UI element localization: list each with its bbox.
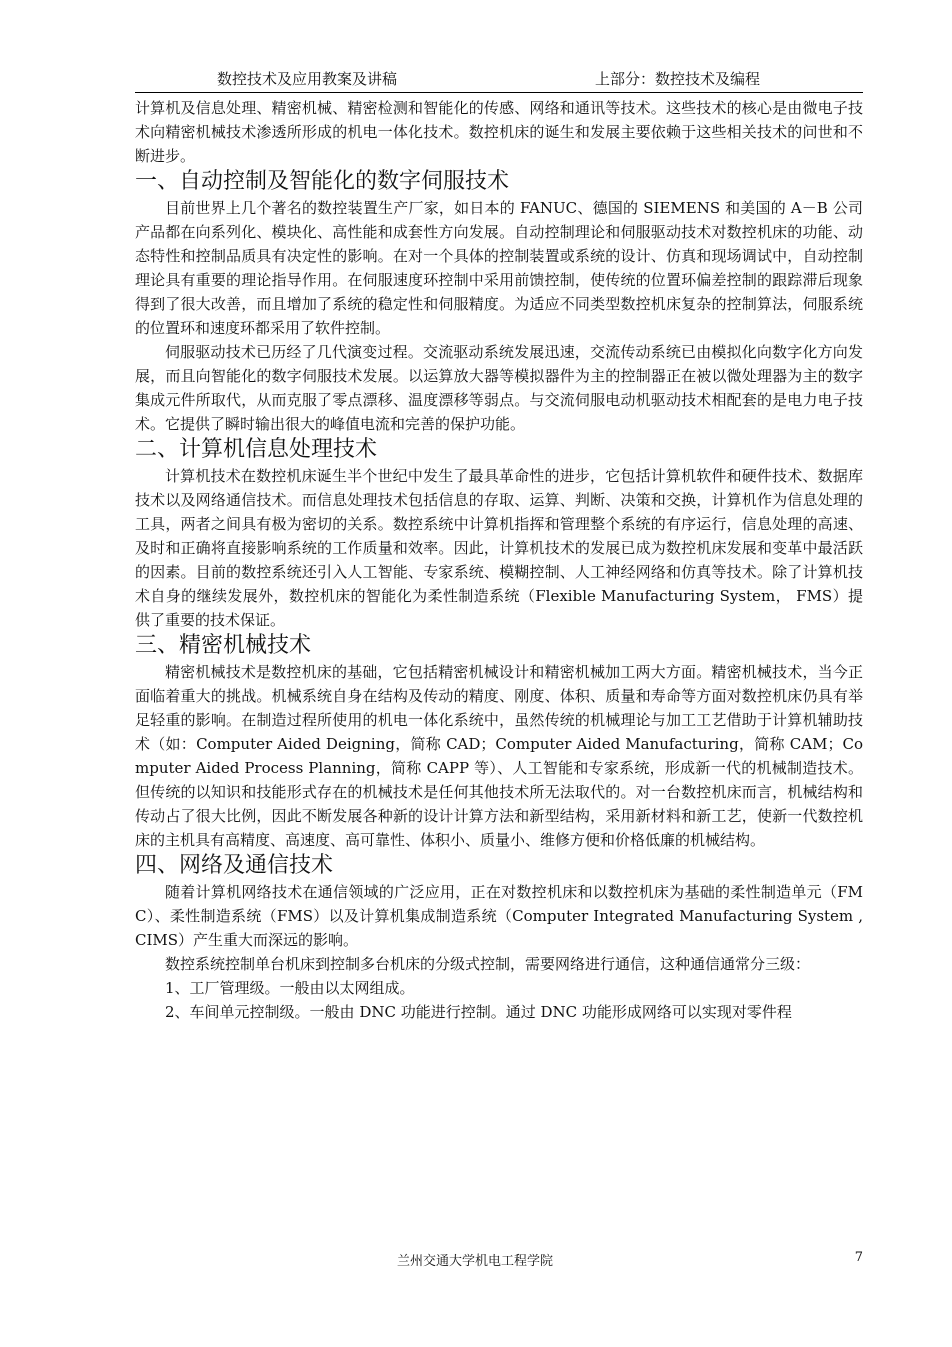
- paragraph: 目前世界上几个著名的数控装置生产厂家，如日本的 FANUC、德国的 SIEMENS 和美国的 A－B 公司产品都在向系列化、模块化、高性能和成套性方向发展。自动控制理论和伺服驱动技术对数控机床的功能、动态特性和控制品质具有决定性的影响。在对一个具体的控制装置或系统的设计、仿真和现场调试中，自动控制理论具有重要的理论指导作用。在伺服速度环控制中采用前馈控制，使传统的位置环偏差控制的跟踪滞后现象得到了很大改善，而且增加了系统的稳定性和伺服精度。为适应不同类型数控机床复杂的控制算法，伺服系统的位置环和速度环都采用了软件控制。: [135, 199, 863, 337]
- paragraph: 计算机及信息处理、精密机械、精密检测和智能化的传感、网络和通讯等技术。这些技术的核心是由微电子技术向精密机械技术渗透所形成的机电一体化技术。数控机床的诞生和发展主要依赖于这些相关技术的问世和不断进步。: [135, 99, 863, 165]
- document-body: [135, 96, 863, 1024]
- section-heading: 二、计算机信息处理技术: [135, 437, 378, 462]
- section-heading: 四、网络及通信技术: [135, 853, 334, 878]
- page-header: [135, 66, 863, 93]
- paragraph: 伺服驱动技术已历经了几代演变过程。交流驱动系统发展迅速，交流传动系统已由模拟化向数字化方向发展，而且向智能化的数字伺服技术发展。以运算放大器等模拟器件为主的控制器正在被以微处理器为主的数字集成元件所取代，从而克服了零点漂移、温度漂移等弱点。与交流伺服电动机驱动技术相配套的是电力电子技术。它提供了瞬时输出很大的峰值电流和完善的保护功能。: [135, 343, 863, 433]
- list-item: 1、工厂管理级。一般由以太网组成。: [165, 979, 415, 997]
- footer-school: 兰州交通大学机电工程学院: [397, 1254, 554, 1269]
- page-footer: [135, 1250, 863, 1270]
- paragraph: 计算机技术在数控机床诞生半个世纪中发生了最具革命性的进步，它包括计算机软件和硬件技术、数据库技术以及网络通信技术。而信息处理技术包括信息的存取、运算、判断、决策和交换，计算机作为信息处理的工具，两者之间具有极为密切的关系。数控系统中计算机指挥和管理整个系统的有序运行，信息处理的高速、及时和正确将直接影响系统的工作质量和效率。因此，计算机技术的发展已成为数控机床发展和变革中最活跃的因素。目前的数控系统还引入人工智能、专家系统、模糊控制、人工神经网络和仿真等技术。除了计算机技术自身的继续发展外，数控机床的智能化为柔性制造系统（Flexible Manufacturing System， FMS）提供了重要的技术保证。: [135, 467, 863, 629]
- section-heading: 三、精密机械技术: [135, 633, 312, 658]
- header-course-title: 数控技术及应用教案及讲稿: [217, 70, 398, 88]
- paragraph: 随着计算机网络技术在通信领域的广泛应用，正在对数控机床和以数控机床为基础的柔性制造单元（FMC）、柔性制造系统（FMS）以及计算机集成制造系统（Computer Integrated Manufacturing System ,CIMS）产生重大而深远的影响。: [135, 883, 863, 949]
- section-heading: 一、自动控制及智能化的数字伺服技术: [135, 169, 510, 194]
- page-number: 7: [854, 1250, 863, 1265]
- paragraph: 数控系统控制单台机床到控制多台机床的分级式控制，需要网络进行通信，这种通信通常分三级：: [165, 955, 811, 973]
- header-section-title: 上部分：数控技术及编程: [595, 70, 761, 88]
- paragraph: 精密机械技术是数控机床的基础，它包括精密机械设计和精密机械加工两大方面。精密机械技术，当今正面临着重大的挑战。机械系统自身在结构及传动的精度、刚度、体积、质量和寿命等方面对数控机床仍具有举足轻重的影响。在制造过程所使用的机电一体化系统中，虽然传统的机械理论与加工工艺借助于计算机辅助技术（如：Computer Aided Deigning，简称 CAD；Computer Aided Manufacturing，简称 CAM；Computer Aided Process Planning，简称 CAPP 等）、人工智能和专家系统，形成新一代的机械制造技术。但传统的以知识和技能形式存在的机械技术是任何其他技术所无法取代的。对一台数控机床而言，机械结构和传动占了很大比例，因此不断发展各种新的设计计算方法和新型结构，采用新材料和新工艺，使新一代数控机床的主机具有高精度、高速度、高可靠性、体积小、质量小、维修方便和价格低廉的机械结构。: [135, 663, 863, 849]
- list-item: 2、车间单元控制级。一般由 DNC 功能进行控制。通过 DNC 功能形成网络可以实现对零件程: [165, 1003, 792, 1021]
